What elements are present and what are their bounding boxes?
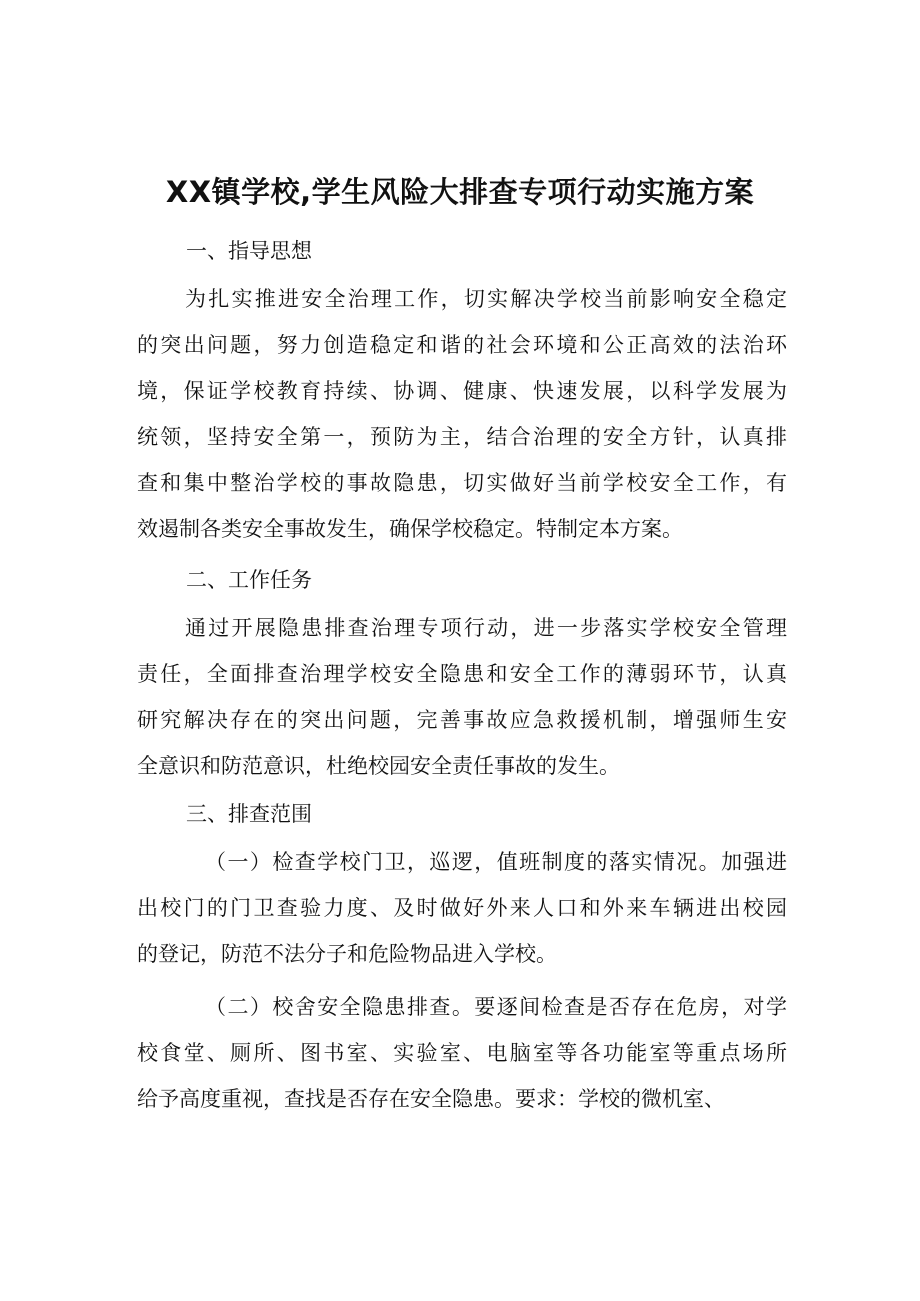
section-paragraph-guiding-ideology	[137, 276, 787, 552]
paragraph-line: 查和集中整治学校的事故隐患，切实做好当前学校安全工作，有	[137, 471, 787, 495]
section-heading-guiding-ideology: 一、指导思想	[186, 239, 312, 263]
paragraph-line: 通过开展隐患排查治理专项行动，进一步落实学校安全管理	[185, 616, 787, 640]
scope-item-2	[137, 984, 787, 1122]
paragraph-line: 给予高度重视，查找是否存在安全隐患。要求：学校的微机室、	[137, 1087, 725, 1111]
paragraph-line: 研究解决存在的突出问题，完善事故应急救援机制，增强师生安	[137, 708, 787, 732]
paragraph-line: 的突出问题，努力创造稳定和谐的社会环境和公正高效的法治环	[137, 333, 787, 357]
section-paragraph-work-tasks	[137, 605, 787, 789]
section-heading-inspection-scope: 三、排查范围	[186, 802, 312, 826]
paragraph-line: 校食堂、厕所、图书室、实验室、电脑室等各功能室等重点场所	[137, 1041, 787, 1065]
paragraph-line: （二）校舍安全隐患排查。要逐间检查是否存在危房，对学	[205, 995, 787, 1019]
scope-item-1	[137, 839, 787, 977]
paragraph-line: 出校门的门卫查验力度、及时做好外来人口和外来车辆进出校园	[137, 896, 787, 920]
paragraph-line: 为扎实推进安全治理工作，切实解决学校当前影响安全稳定	[185, 287, 787, 311]
paragraph-line: 的登记，防范不法分子和危险物品进入学校。	[137, 942, 557, 966]
section-heading-work-tasks: 二、工作任务	[186, 568, 312, 592]
paragraph-line: 境，保证学校教育持续、协调、健康、快速发展，以科学发展为	[137, 379, 787, 403]
paragraph-line: （一）检查学校门卫，巡逻，值班制度的落实情况。加强进	[205, 850, 787, 874]
paragraph-line: 全意识和防范意识，杜绝校园安全责任事故的发生。	[137, 754, 620, 778]
document-title: XX镇学校,学生风险大排查专项行动实施方案	[165, 175, 755, 209]
paragraph-line: 效遏制各类安全事故发生，确保学校稳定。特制定本方案。	[137, 517, 683, 541]
paragraph-line: 统领，坚持安全第一，预防为主，结合治理的安全方针，认真排	[137, 425, 787, 449]
paragraph-line: 责任，全面排查治理学校安全隐患和安全工作的薄弱环节，认真	[137, 662, 787, 686]
